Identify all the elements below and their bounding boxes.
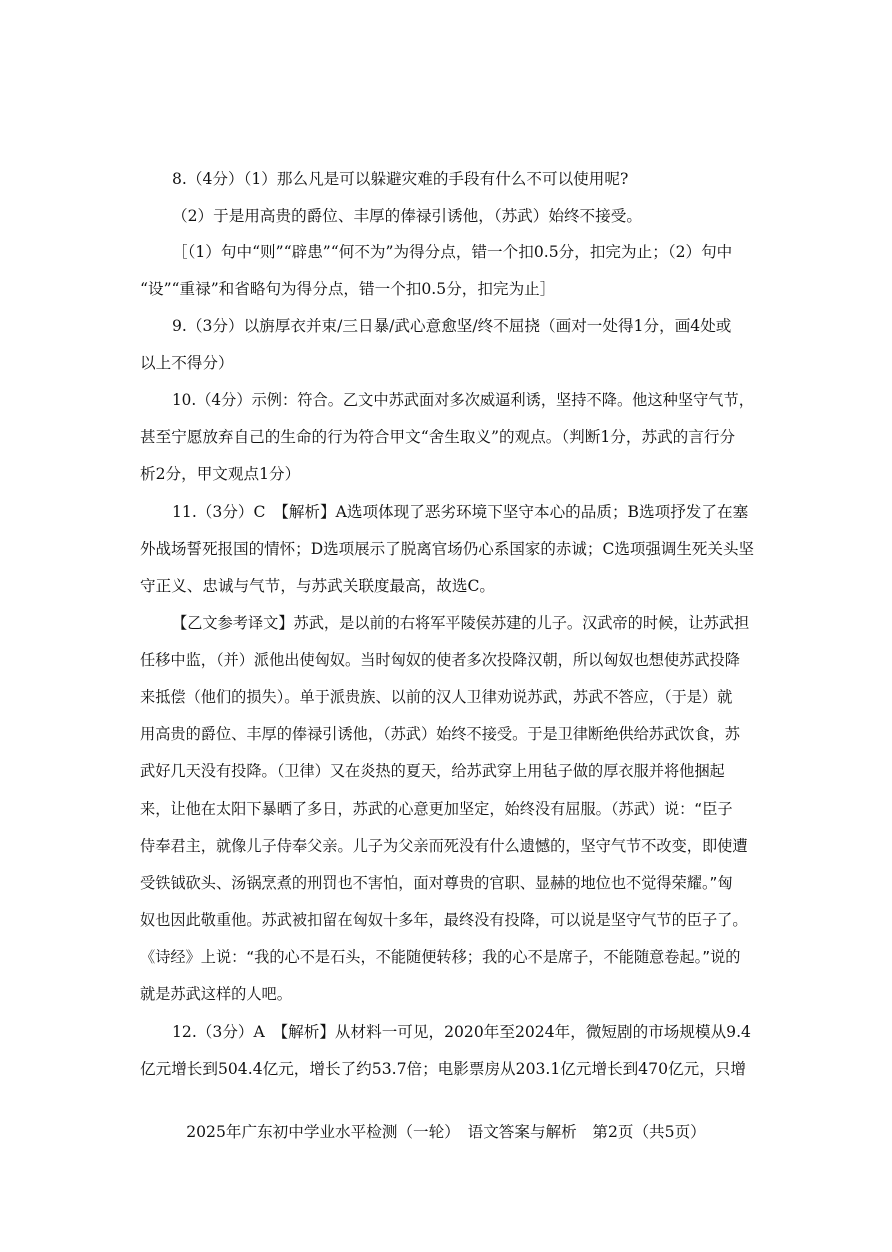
q10-line-2 — [0, 425, 892, 449]
q8-line-4-text: “设”“重禄”和省略句为得分点，错一个扣0.5分，扣完为止］ — [140, 280, 556, 298]
page-footer: 2025年广东初中学业水平检测（一轮） 语文答案与解析 第2页（共5页） — [186, 1123, 706, 1141]
q8-line-4 — [0, 277, 892, 301]
q12-line-2-text: 亿元增长到504.4亿元，增长了约53.7倍；电影票房从203.1亿元增长到470亿元，只增 — [140, 1060, 746, 1078]
translation-line-1 — [0, 611, 892, 635]
translation-line-7-text: 侍奉君主，就像儿子侍奉父亲。儿子为父亲而死没有什么遗憾的，坚守气节不改变，即使遭 — [140, 837, 748, 855]
translation-line-3-text: 来抵偿（他们的损失）。单于派贵族、以前的汉人卫律劝说苏武，苏武不答应，（于是）就 — [140, 688, 733, 706]
q9-line-2-text: 以上不得分） — [140, 354, 234, 372]
translation-line-10-text: 《诗经》上说：“我的心不是石头，不能随便转移；我的心不是席子，不能随意卷起。”说的 — [140, 948, 741, 966]
q8-line-3-text: ［（1）句中“则”“辟患”“何不为”为得分点，错一个扣0.5分，扣完为止；（2）句中 — [172, 243, 733, 261]
translation-line-9-text: 奴也因此敬重他。苏武被扣留在匈奴十多年，最终没有投降，可以说是坚守气节的臣子了。 — [140, 911, 748, 929]
translation-line-6 — [0, 797, 892, 821]
translation-line-10 — [0, 945, 892, 969]
translation-line-5 — [0, 759, 892, 783]
translation-line-7 — [0, 834, 892, 858]
translation-line-11-text: 就是苏武这样的人吧。 — [140, 985, 292, 1003]
q8-line-2 — [0, 204, 892, 228]
translation-line-4-text: 用高贵的爵位、丰厚的俸禄引诱他，（苏武）始终不接受。于是卫律断绝供给苏武饮食，苏 — [140, 725, 740, 743]
q10-line-3-text: 析2分，甲文观点1分） — [140, 465, 301, 483]
q9-line-1-text: 9.（3分）以旃厚衣并束/三日暴/武心意愈坚/终不屈挠（画对一处得1分，画4处或 — [172, 317, 732, 335]
translation-line-11 — [0, 982, 892, 1006]
q9-line-2 — [0, 351, 892, 375]
q11-line-3 — [0, 574, 892, 598]
q11-line-2-text: 外战场誓死报国的情怀；D选项展示了脱离官场仍心系国家的赤诚；C选项强调生死关头坚 — [140, 540, 754, 558]
translation-line-2 — [0, 648, 892, 672]
q10-line-3 — [0, 462, 892, 486]
translation-line-8-text: 受铁钺砍头、汤锅烹煮的刑罚也不害怕，面对尊贵的官职、显赫的地位也不觉得荣耀。”匈 — [140, 874, 733, 892]
q9-line-1 — [0, 314, 892, 338]
q11-line-1-text: 11.（3分）C 【解析】A选项体现了恶劣环境下坚守本心的品质；B选项抒发了在塞 — [172, 503, 749, 521]
translation-line-4 — [0, 722, 892, 746]
q8-line-1-text: 8.（4分）（1）那么凡是可以躲避灾难的手段有什么不可以使用呢? — [172, 170, 629, 188]
q8-line-2-text: （2）于是用高贵的爵位、丰厚的俸禄引诱他，（苏武）始终不接受。 — [172, 207, 642, 225]
q12-line-1 — [0, 1020, 892, 1044]
q11-line-2 — [0, 537, 892, 561]
translation-line-1-text: 【乙文参考译文】苏武，是以前的右将军平陵侯苏建的儿子。汉武帝的时候，让苏武担 — [172, 614, 750, 632]
translation-line-5-text: 武好几天没有投降。（卫律）又在炎热的夏天，给苏武穿上用毡子做的厚衣服并将他捆起 — [140, 762, 725, 780]
q10-line-1 — [0, 388, 892, 412]
q8-line-3 — [0, 240, 892, 264]
q11-line-1 — [0, 500, 892, 524]
q12-line-2 — [0, 1057, 892, 1081]
translation-line-6-text: 来，让他在太阳下暴晒了多日，苏武的心意更加坚定，始终没有屈服。（苏武）说：“臣子 — [140, 800, 733, 818]
q12-line-1-text: 12.（3分）A 【解析】从材料一可见，2020年至2024年，微短剧的市场规模从9.4 — [172, 1023, 751, 1041]
translation-line-2-text: 任移中监，（并）派他出使匈奴。当时匈奴的使者多次投降汉朝，所以匈奴也想使苏武投降 — [140, 651, 740, 669]
q10-line-2-text: 甚至宁愿放弃自己的生命的行为符合甲文“舍生取义”的观点。（判断1分，苏武的言行分 — [140, 428, 736, 446]
q11-line-3-text: 守正义、忠诚与气节，与苏武关联度最高，故选C。 — [140, 577, 495, 595]
translation-line-8 — [0, 871, 892, 895]
translation-line-9 — [0, 908, 892, 932]
q8-line-1 — [0, 167, 892, 191]
q10-line-1-text: 10.（4分）示例：符合。乙文中苏武面对多次威逼利诱，坚持不降。他这种坚守气节， — [172, 391, 754, 409]
translation-line-3 — [0, 685, 892, 709]
